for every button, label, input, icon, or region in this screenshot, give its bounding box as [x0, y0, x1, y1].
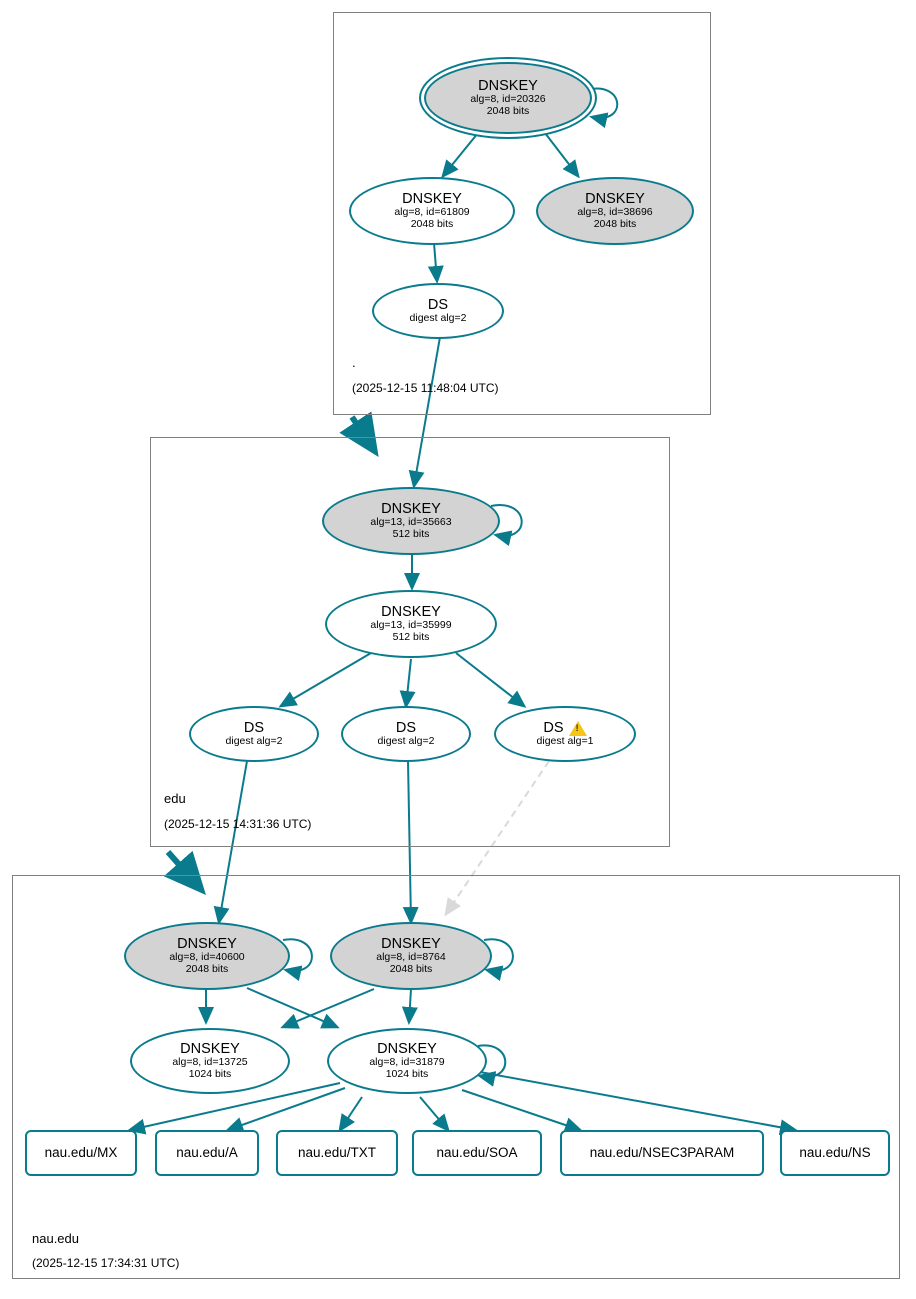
node-line-digest: digest alg=2	[225, 735, 283, 748]
node-line-type: DNSKEY	[177, 936, 237, 953]
dnskey-node-nau-ksk-40600[interactable]	[124, 922, 290, 990]
rrset-label: nau.edu/MX	[44, 1145, 118, 1161]
node-line-alg-id: alg=8, id=20326	[470, 93, 546, 106]
rrset-node-soa[interactable]	[412, 1130, 542, 1176]
ds-node-edu-digest2-b[interactable]	[341, 706, 471, 762]
node-line-size: 2048 bits	[593, 218, 637, 231]
node-line-type: DNSKEY	[381, 604, 441, 621]
node-line-alg-id: alg=8, id=31879	[369, 1056, 445, 1069]
node-line-size: 2048 bits	[389, 963, 433, 976]
rrset-label: nau.edu/TXT	[297, 1145, 377, 1161]
dnskey-node-nau-zsk-13725[interactable]	[130, 1028, 290, 1094]
node-line-size: 2048 bits	[185, 963, 229, 976]
rrset-label: nau.edu/A	[176, 1145, 238, 1161]
ds-node-root-digest2[interactable]	[372, 283, 504, 339]
node-line-digest: digest alg=2	[409, 312, 467, 325]
node-line-type: DNSKEY	[180, 1041, 240, 1058]
dnskey-node-root-zsk-61809[interactable]	[349, 177, 515, 245]
node-line-digest: digest alg=1	[536, 735, 594, 748]
node-line-type: DS	[243, 720, 265, 736]
node-line-digest: digest alg=2	[377, 735, 435, 748]
zone-timestamp-nau: (2025-12-15 17:34:31 UTC)	[32, 1256, 180, 1270]
node-line-type: DNSKEY	[381, 501, 441, 518]
rrset-label: nau.edu/NS	[799, 1145, 871, 1161]
rrset-label: nau.edu/NSEC3PARAM	[589, 1145, 735, 1161]
dnskey-node-edu-zsk-35999[interactable]	[325, 590, 497, 658]
dnskey-node-root-ksk-20326[interactable]	[424, 62, 592, 134]
rrset-node-ns[interactable]	[780, 1130, 890, 1176]
zone-label-root: .	[352, 355, 356, 370]
node-line-type: DNSKEY	[381, 936, 441, 953]
dnskey-node-nau-ksk-8764[interactable]	[330, 922, 492, 990]
dnskey-node-root-38696[interactable]	[536, 177, 694, 245]
node-line-alg-id: alg=13, id=35663	[370, 516, 452, 529]
rrset-node-mx[interactable]	[25, 1130, 137, 1176]
warning-icon	[569, 721, 587, 736]
rrset-node-txt[interactable]	[276, 1130, 398, 1176]
dnskey-node-nau-zsk-31879[interactable]	[327, 1028, 487, 1094]
node-line-alg-id: alg=8, id=8764	[376, 951, 446, 964]
dnskey-node-edu-ksk-35663[interactable]	[322, 487, 500, 555]
rrset-node-a[interactable]	[155, 1130, 259, 1176]
node-line-alg-id: alg=8, id=13725	[172, 1056, 248, 1069]
node-line-type: DS	[543, 720, 564, 736]
node-line-alg-id: alg=8, id=40600	[169, 951, 245, 964]
node-line-size: 2048 bits	[486, 105, 530, 118]
zone-timestamp-root: (2025-12-15 11:48:04 UTC)	[352, 381, 499, 395]
node-line-alg-id: alg=8, id=38696	[577, 206, 653, 219]
node-line-alg-id: alg=13, id=35999	[370, 619, 452, 632]
node-line-type: DS	[427, 297, 449, 313]
node-line-size: 512 bits	[392, 631, 430, 644]
node-line-size: 2048 bits	[410, 218, 454, 231]
ds-node-edu-digest2-a[interactable]	[189, 706, 319, 762]
node-line-type: DNSKEY	[402, 191, 462, 208]
node-line-type: DNSKEY	[377, 1041, 437, 1058]
node-line-type: DNSKEY	[478, 78, 538, 95]
zone-label-nau: nau.edu	[32, 1231, 79, 1246]
node-line-alg-id: alg=8, id=61809	[394, 206, 470, 219]
rrset-node-nsec3param[interactable]	[560, 1130, 764, 1176]
node-line-type: DNSKEY	[585, 191, 645, 208]
zone-label-edu: edu	[164, 791, 186, 806]
zone-timestamp-edu: (2025-12-15 14:31:36 UTC)	[164, 817, 312, 831]
node-line-type: DS	[395, 720, 417, 736]
node-line-size: 1024 bits	[188, 1068, 232, 1081]
rrset-label: nau.edu/SOA	[436, 1145, 518, 1161]
ds-node-edu-digest1-warning[interactable]	[494, 706, 636, 762]
node-line-size: 1024 bits	[385, 1068, 429, 1081]
node-line-size: 512 bits	[392, 528, 430, 541]
